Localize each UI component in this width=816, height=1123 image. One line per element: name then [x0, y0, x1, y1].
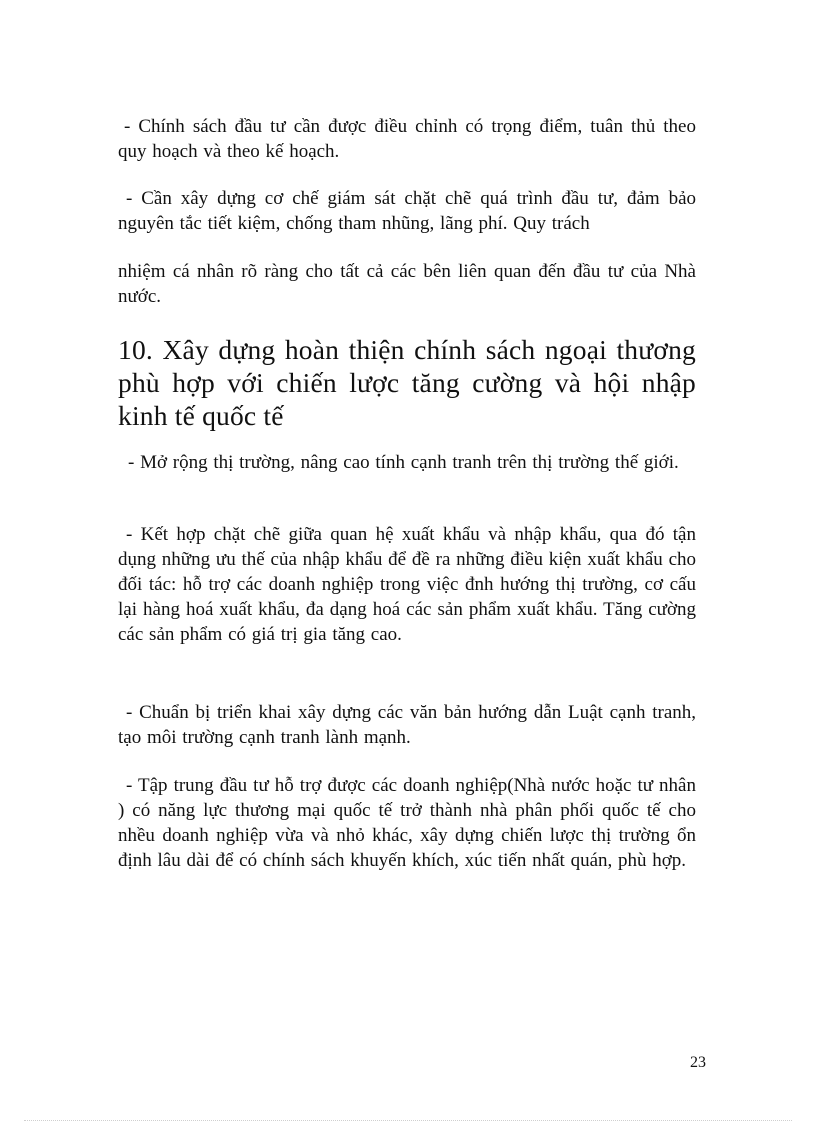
paragraph-enterprise-support [118, 773, 696, 873]
paragraph-text: - Mở rộng thị trường, nâng cao tính cạnh tranh trên thị trường thế giới. [128, 452, 679, 473]
section-heading-block [118, 333, 696, 432]
paragraph-responsibility [118, 259, 696, 309]
section-heading: 10. Xây dựng hoàn thiện chính sách ngoại thương phù hợp với chiến lược tăng cường và hội nhập kinh tế quốc tế [118, 334, 696, 431]
paragraph-text: - Tập trung đầu tư hỗ trợ được các doanh nghiệp(Nhà nước hoặc tư nhân ) có năng lực thương mại quốc tế trở thành nhà phân phối quốc tế cho nhều doanh nghiệp vừa và nhỏ khác, xây dựng chiến lược thị trường ổn định lâu dài để có chính sách khuyến khích, xúc tiến nhất quán, phù hợp. [118, 775, 696, 871]
page-number: 23 [690, 1054, 706, 1071]
paragraph-export-import [118, 522, 696, 647]
paragraph-text: - Chuẩn bị triển khai xây dựng các văn bản hướng dẫn Luật cạnh tranh, tạo môi trường cạnh tranh lành mạnh. [118, 702, 696, 748]
paragraph-market-expansion [118, 450, 696, 475]
paragraph-text: - Cần xây dựng cơ chế giám sát chặt chẽ quá trình đầu tư, đảm bảo nguyên tắc tiết kiệm, chống tham nhũng, lãng phí. Quy trách [118, 188, 696, 234]
paragraph-text: - Kết hợp chặt chẽ giữa quan hệ xuất khẩu và nhập khẩu, qua đó tận dụng những ưu thế của nhập khẩu để đề ra những điều kiện xuất khẩu cho đối tác: hỗ trợ các doanh nghiệp trong việc đnh hướng thị trường, cơ cấu lại hàng hoá xuất khẩu, đa dạng hoá các sản phẩm xuất khẩu. Tăng cường các sản phẩm có giá trị gia tăng cao. [118, 524, 696, 645]
paragraph-supervision [118, 186, 696, 236]
page-bottom-divider [24, 1120, 792, 1121]
paragraph-text: nhiệm cá nhân rõ ràng cho tất cả các bên liên quan đến đầu tư của Nhà nước. [118, 261, 696, 307]
paragraph-competition-law [118, 700, 696, 750]
paragraph-text: - Chính sách đầu tư cần được điều chỉnh có trọng điểm, tuân thủ theo quy hoạch và theo kế hoạch. [118, 116, 696, 162]
paragraph-investment-policy [118, 114, 696, 164]
